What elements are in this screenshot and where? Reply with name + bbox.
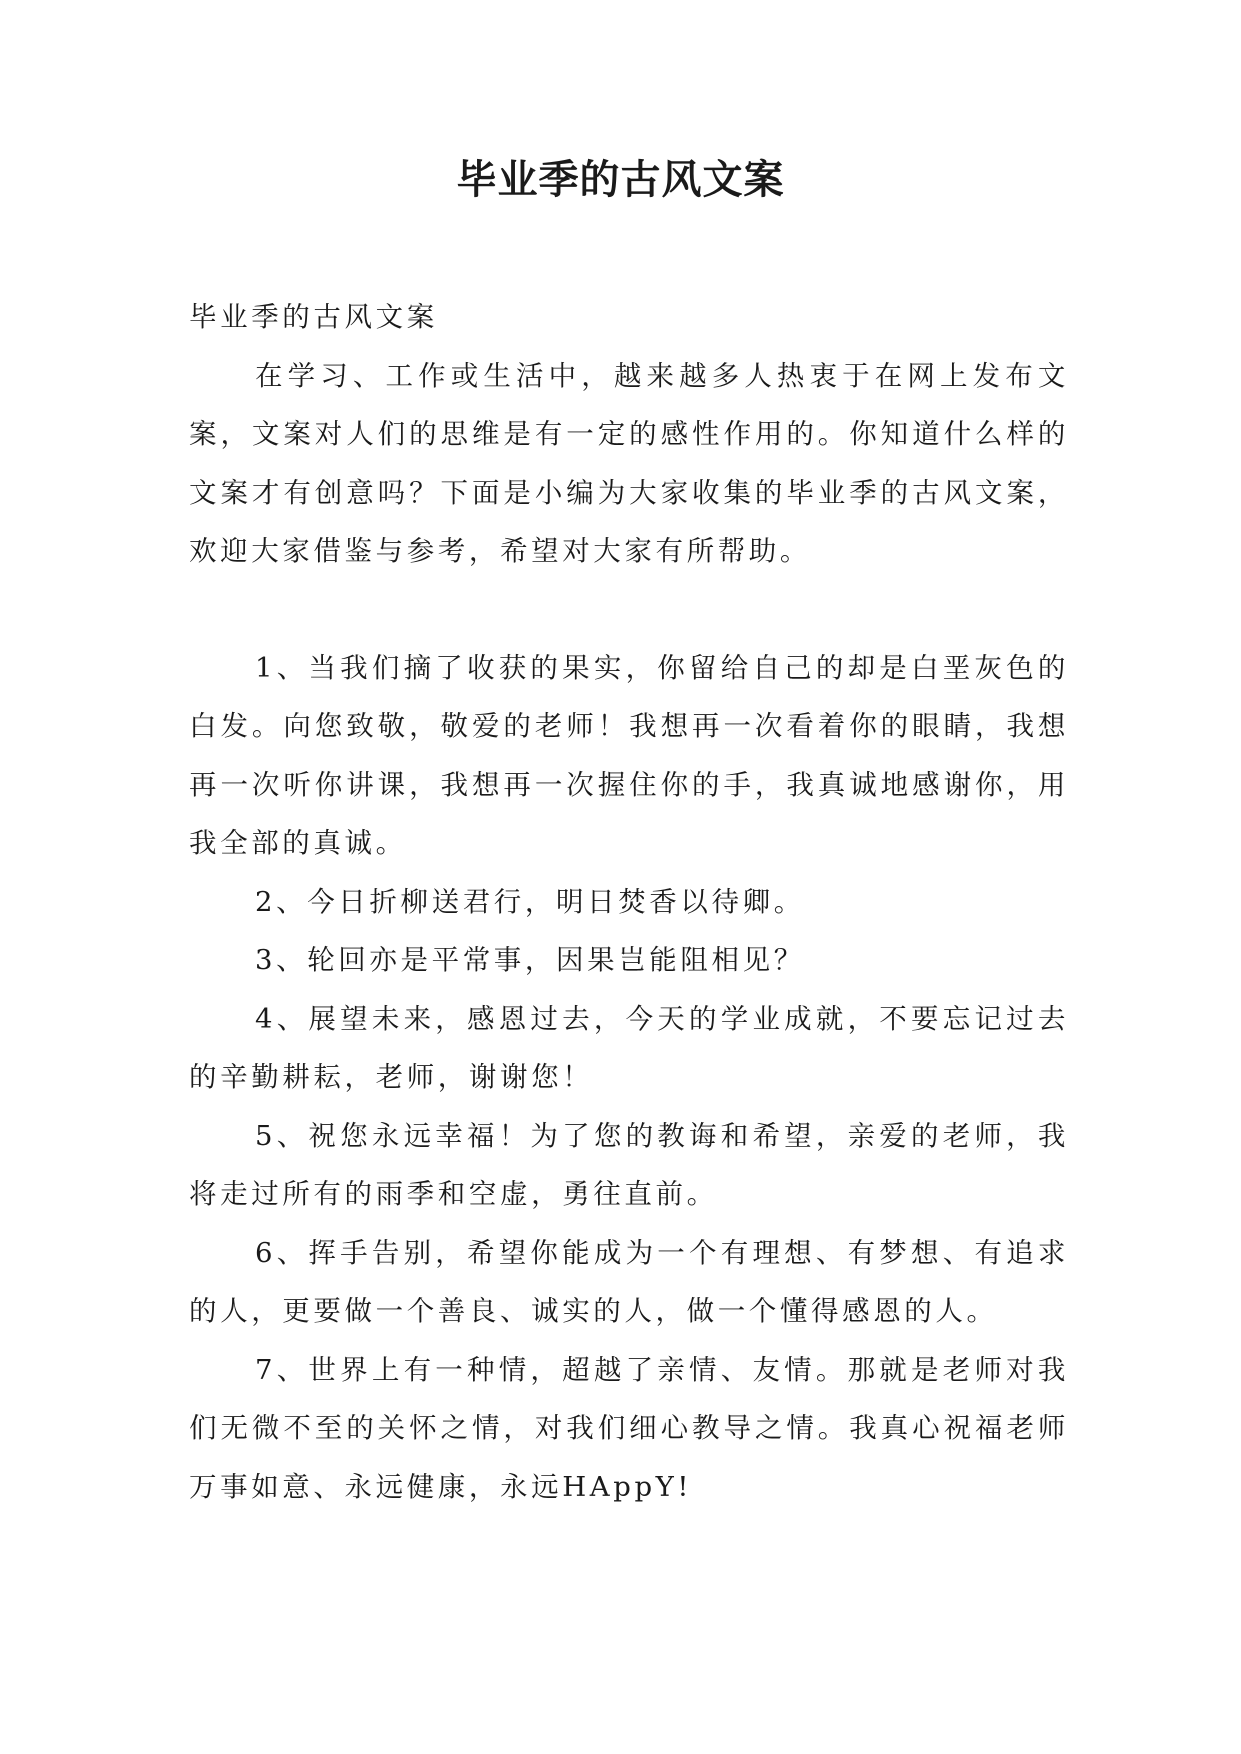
list-item: 7、世界上有一种情，超越了亲情、友情。那就是老师对我们无微不至的关怀之情，对我们细心教导之情。我真心祝福老师万事如意、永远健康，永远HAppY!	[189, 1353, 1069, 1503]
document-body	[189, 288, 1069, 1516]
list-item: 6、挥手告别，希望你能成为一个有理想、有梦想、有追求的人，更要做一个善良、诚实的人，做一个懂得感恩的人。	[189, 1236, 1069, 1327]
document-title: 毕业季的古风文案	[456, 157, 785, 203]
list-item: 4、展望未来，感恩过去，今天的学业成就，不要忘记过去的辛勤耕耘，老师，谢谢您！	[189, 1002, 1069, 1093]
list-item: 5、祝您永远幸福！为了您的教诲和希望，亲爱的老师，我将走过所有的雨季和空虚，勇往直前。	[189, 1119, 1069, 1210]
document-subtitle: 毕业季的古风文案	[189, 301, 438, 333]
list-item: 1、当我们摘了收获的果实，你留给自己的却是白垩灰色的白发。向您致敬，敬爱的老师！我想再一次看着你的眼睛，我想再一次听你讲课，我想再一次握住你的手，我真诚地感谢你，用我全部的真诚。	[189, 651, 1069, 859]
list-item: 3、轮回亦是平常事，因果岂能阻相见？	[255, 944, 805, 976]
list-item: 2、今日折柳送君行，明日焚香以待卿。	[255, 885, 805, 918]
intro-paragraph: 在学习、工作或生活中，越来越多人热衷于在网上发布文案，文案对人们的思维是有一定的感性作用的。你知道什么样的文案才有创意吗？下面是小编为大家收集的毕业季的古风文案，欢迎大家借鉴与参考，希望对大家有所帮助。	[189, 359, 1069, 567]
